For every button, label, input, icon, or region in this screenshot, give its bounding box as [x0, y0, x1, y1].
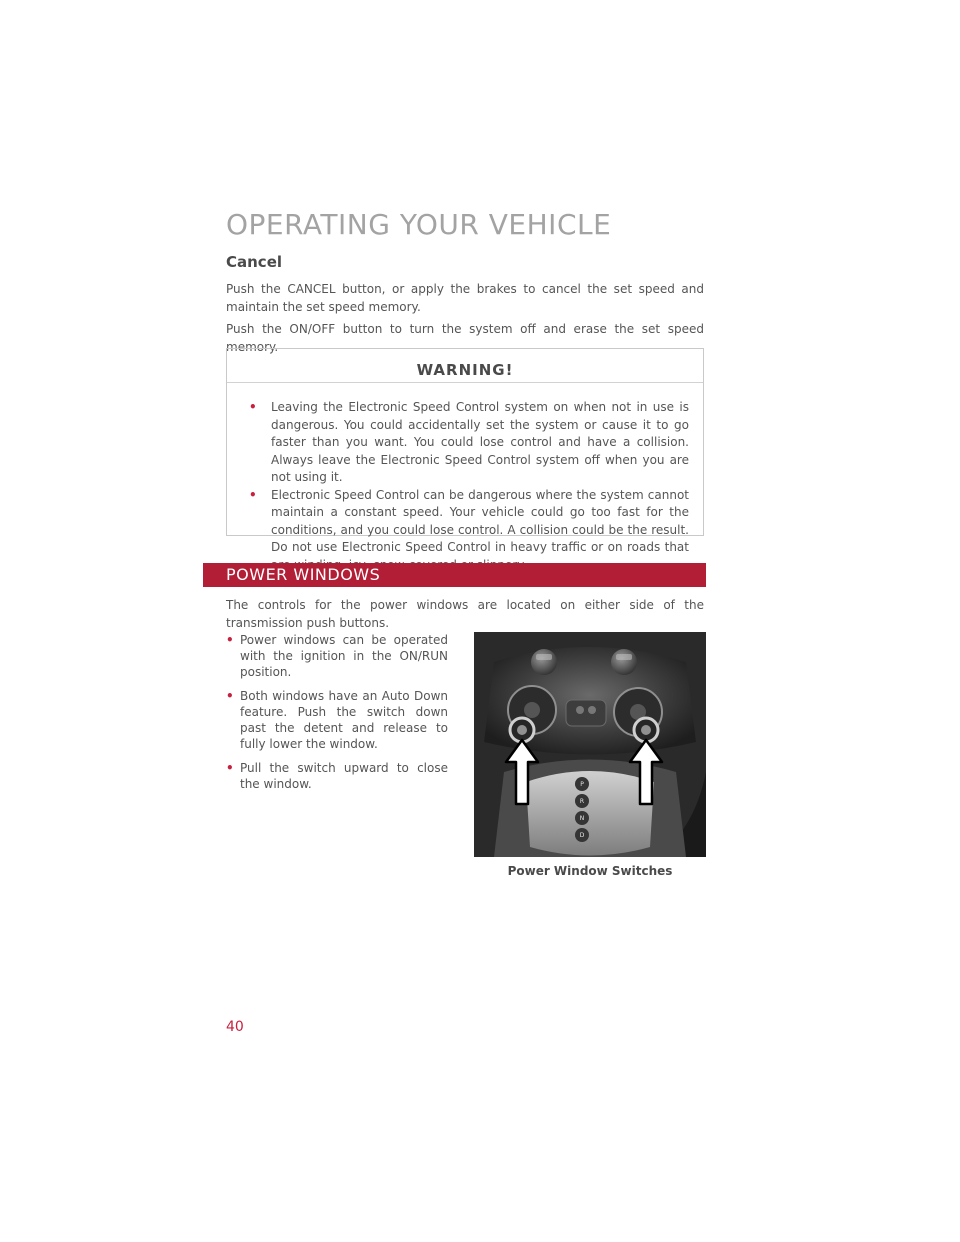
- bullet-icon: •: [226, 761, 234, 775]
- bullet-icon: •: [249, 400, 257, 414]
- power-windows-intro: The controls for the power windows are located on either side of the transmission push buttons.: [226, 598, 704, 630]
- bullet-icon: •: [226, 633, 234, 647]
- list-item-text: Power windows can be operated with the ignition in the ON/RUN position.: [240, 633, 448, 679]
- warning-title: WARNING!: [416, 361, 514, 379]
- section-header-bar: [203, 563, 706, 587]
- shifter-plate: [526, 771, 654, 856]
- power-window-switches-photo: [474, 632, 706, 857]
- list-item-text: Pull the switch upward to close the window.: [240, 761, 448, 791]
- list-item: [226, 760, 448, 792]
- list-item: [226, 632, 448, 680]
- cancel-paragraph-2: Push the ON/OFF button to turn the system off and erase the set speed memory.: [226, 322, 704, 354]
- warning-item-text: Electronic Speed Control can be dangerous where the system cannot maintain a constant speed. Your vehicle could go too fast for the conditions, and you could lose control. A collision could be the result. Do not use Electronic Speed Control in heavy traffic or on roads that: [271, 487, 689, 554]
- bullet-icon: •: [249, 487, 257, 502]
- cancel-heading: Cancel: [226, 253, 283, 271]
- warning-list: [249, 399, 689, 574]
- power-windows-list: [226, 632, 448, 800]
- chapter-title: OPERATING YOUR VEHICLE: [226, 208, 612, 241]
- section-title: POWER WINDOWS: [226, 565, 381, 584]
- warning-divider: [227, 382, 703, 383]
- gear-label-p: P: [580, 781, 584, 788]
- figure-caption: Power Window Switches: [507, 864, 673, 878]
- bullet-icon: •: [226, 689, 234, 703]
- list-item-text: Both windows have an Auto Down feature. Push the switch down past the detent and release to fully lower the window.: [240, 689, 448, 751]
- gear-label-r: R: [579, 798, 585, 805]
- vent-knob-right: [611, 649, 637, 675]
- vent-knob-left: [531, 649, 557, 675]
- warning-item: [249, 399, 689, 487]
- gear-label-n: N: [579, 815, 585, 822]
- list-item: [226, 688, 448, 752]
- gear-label-d: D: [579, 832, 585, 839]
- warning-item-text: Leaving the Electronic Speed Control system on when not in use is dangerous. You could accidentally set the system or cause it to go faster than you want. You could lose control and have a collision. Always leave the Electronic Speed Control system off when you are not using it.: [271, 400, 689, 484]
- cancel-paragraph-1: Push the CANCEL button, or apply the brakes to cancel the set speed and maintain the set speed memory.: [226, 282, 704, 314]
- page-number: 40: [226, 1019, 244, 1035]
- warning-item: [249, 487, 689, 575]
- warning-box: [226, 348, 704, 554]
